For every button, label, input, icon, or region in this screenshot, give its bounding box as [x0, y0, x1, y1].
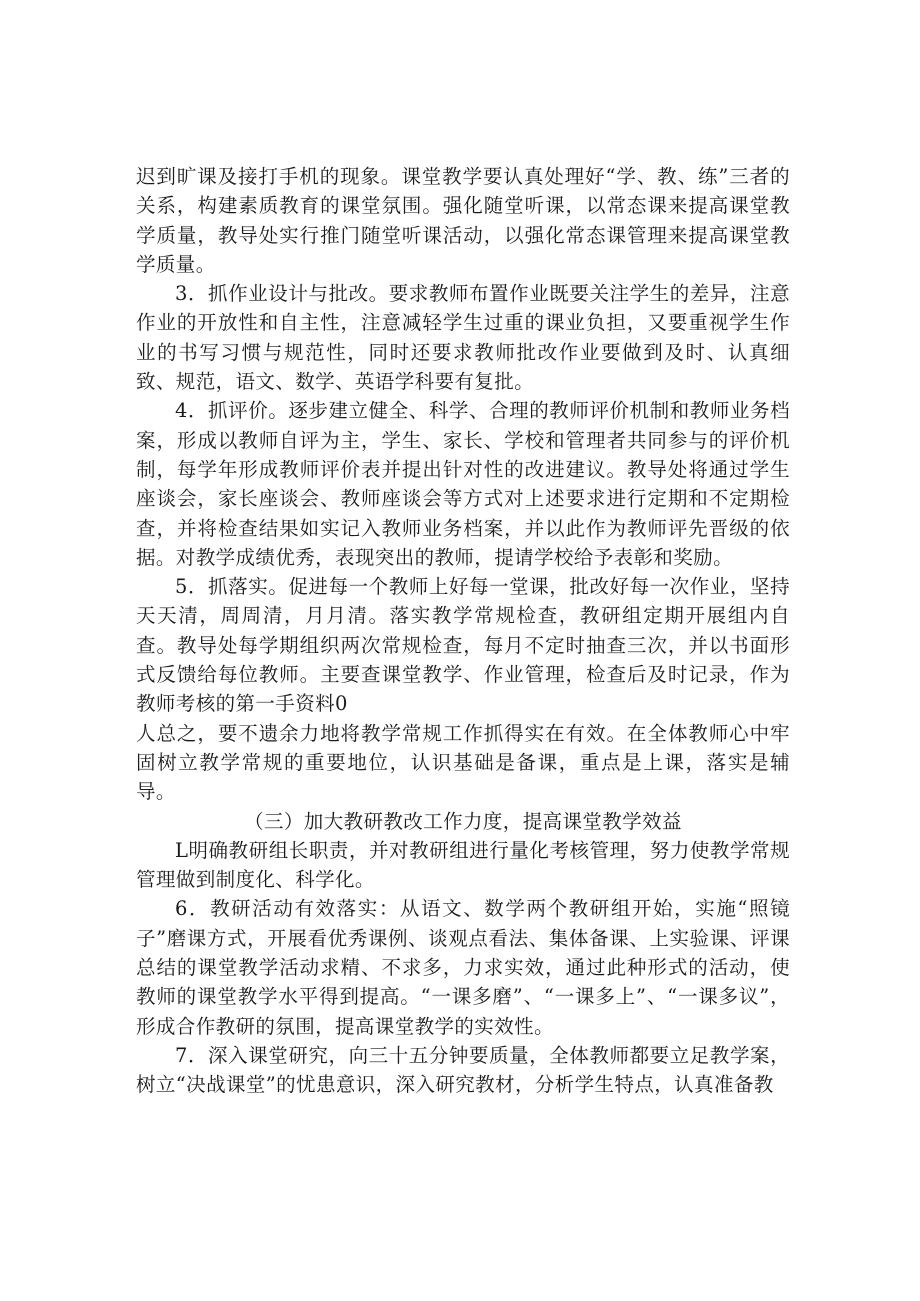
- document-body: [136, 162, 790, 1100]
- paragraph-item-6: 6．教研活动有效落实：从语文、数学两个教研组开始，实施“照镜子”磨课方式，开展看优秀课例、谈观点看法、集体备课、上实验课、评课总结的课堂教学活动求精、不求多，力求实效，通过此种形式的活动，使教师的课堂教学水平得到提高。“一课多磨”、“一课多上”、“一课多议”，形成合作教研的氛围，提高课堂教学的实效性。: [136, 897, 790, 1038]
- paragraph-item-5: 5．抓落实。促进每一个教师上好每一堂课，批改好每一次作业，坚持天天清，周周清，月月清。落实教学常规检查，教研组定期开展组内自查。教导处每学期组织两次常规检查，每月不定时抽查三次，并以书面形式反馈给每位教师。主要查课堂教学、作业管理，检查后及时记录，作为教师考核的第一手资料0: [136, 575, 790, 716]
- paragraph-item-3: 3．抓作业设计与批改。要求教师布置作业既要关注学生的差异，注意作业的开放性和自主性，注意减轻学生过重的课业负担，又要重视学生作业的书写习惯与规范性，同时还要求教师批改作业要做到及时、认真细致、规范，语文、数学、英语学科要有复批。: [136, 282, 790, 394]
- paragraph-item-1: L明确教研组长职责，并对教研组进行量化考核管理，努力使教学常规管理做到制度化、科学化。: [136, 838, 790, 892]
- paragraph-continuation: 迟到旷课及接打手机的现象。课堂教学要认真处理好“学、教、练”三者的关系，构建素质教育的课堂氛围。强化随堂听课，以常态课来提高课堂教学质量，教导处实行推门随堂听课活动，以强化常态课管理来提高课堂教学质量。: [136, 165, 790, 276]
- paragraph-item-7: 7．深入课堂研究，向三十五分钟要质量，全体教师都要立足教学案，树立“决战课堂”的忧患意识，深入研究教材，分析学生特点，认真准备教: [136, 1043, 790, 1097]
- paragraph-item-4: 4．抓评价。逐步建立健全、科学、合理的教师评价机制和教师业务档案，形成以教师自评为主，学生、家长、学校和管理者共同参与的评价机制，每学年形成教师评价表并提出针对性的改进建议。教导处将通过学生座谈会，家长座谈会、教师座谈会等方式对上述要求进行定期和不定期检查，并将检查结果如实记入教师业务档案，并以此作为教师评先晋级的依据。对教学成绩优秀，表现突出的教师，提请学校给予表彰和奖励。: [136, 399, 790, 569]
- paragraph-summary: 人总之，要不遗余力地将教学常规工作抓得实在有效。在全体教师心中牢固树立教学常规的重要地位，认识基础是备课，重点是上课，落实是辅导。: [136, 721, 790, 804]
- section-heading: （三）加大教研教改工作力度，提高课堂教学效益: [244, 809, 682, 833]
